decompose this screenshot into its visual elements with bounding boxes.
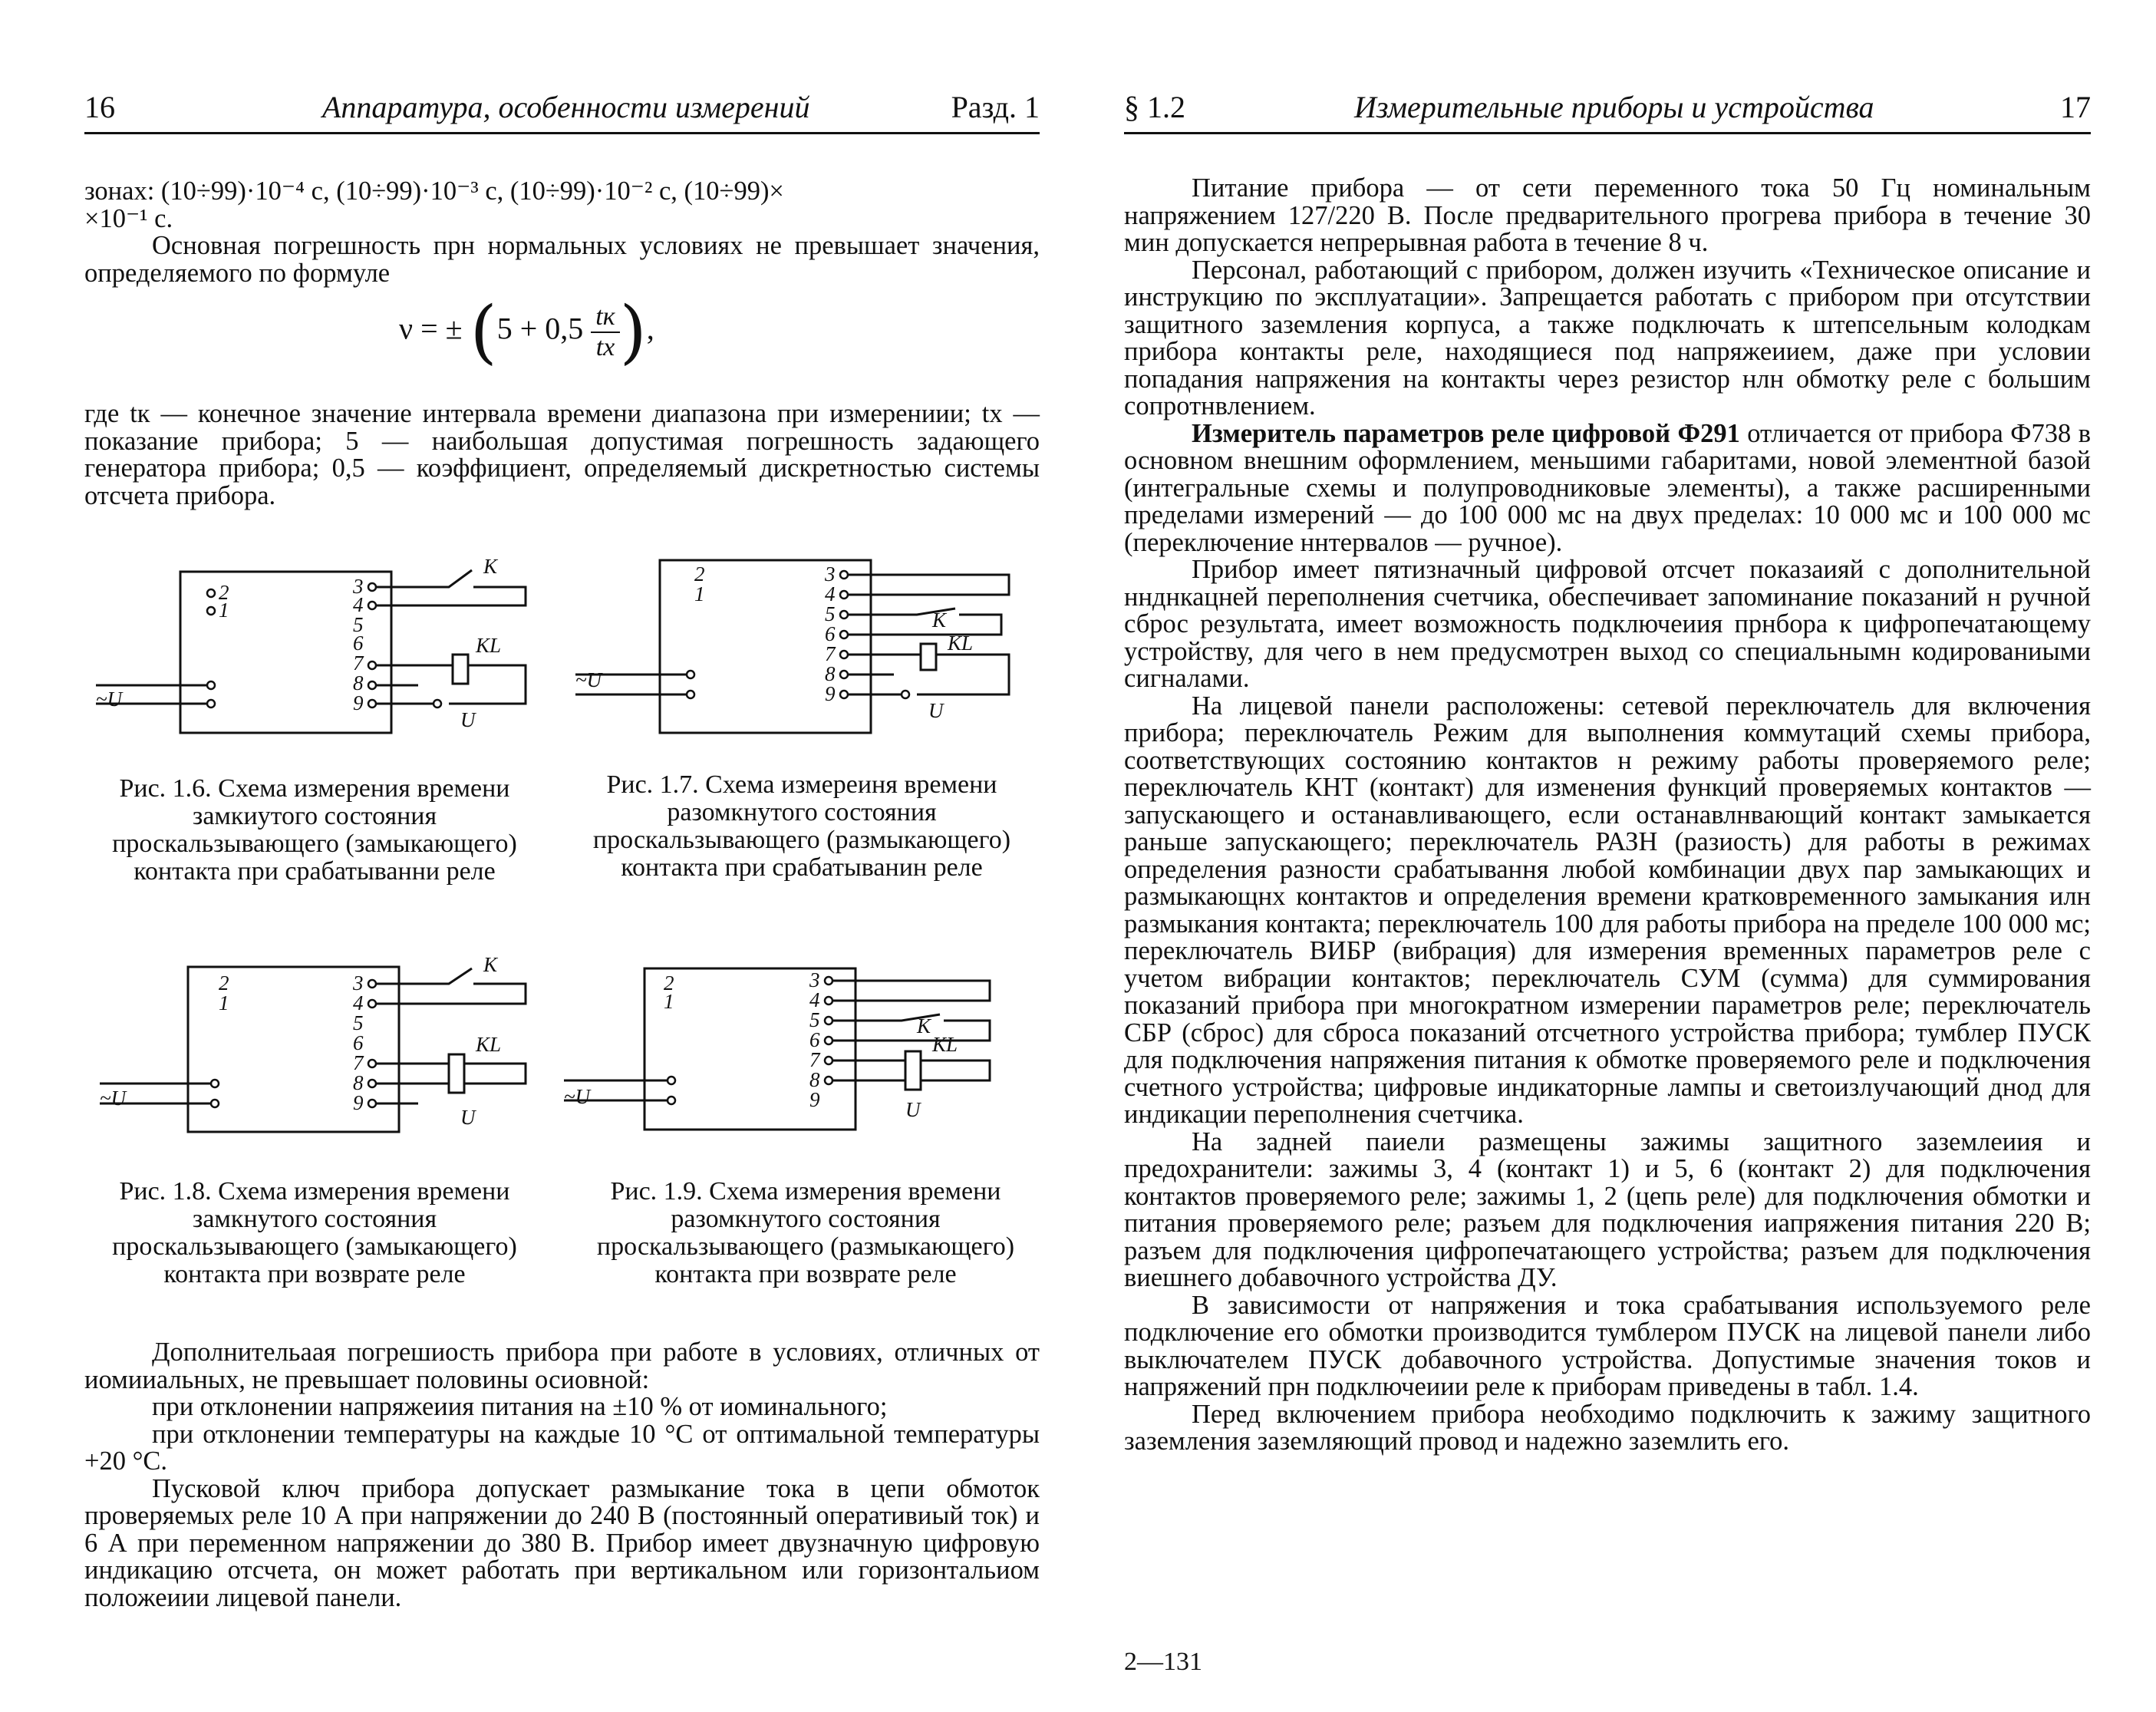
extra-error-paragraph: Дополнительаая погрешиость прибора при работе в условиях, отличных от иомииальных, не превышает половины осиовной:	[84, 1338, 1040, 1394]
fig6-pin-labels	[352, 575, 364, 714]
svg-text:U: U	[460, 1106, 476, 1129]
dependency-paragraph: В зависимости от напряжения и тока срабатывания используемого реле подключение его обмотки производится тумблером ПУСК на лицевой панели либо выключателем ПУСК добавочного устройства. Допустимые значения токов и напряжений прн подключеиии реле к приборам приведены в табл. 1.4.	[1124, 1290, 2091, 1401]
right-section-label: § 1.2	[1124, 90, 1185, 124]
formula-main: 5 + 0,5	[496, 311, 584, 346]
intro-line-2: ×10⁻¹ с.	[84, 203, 173, 233]
power-paragraph: Питание прибора — от сети переменного тока 50 Гц номинальным напряжением 127/220 В. После предварительного прогрева прибора в течение 30 мин допускается непрерывная работа в течение 8 ч.	[1124, 173, 2091, 257]
fig6-contact-k: K	[483, 555, 498, 578]
svg-text:2: 2	[694, 562, 705, 586]
fig6-relay-kl: KL	[476, 634, 502, 657]
svg-text:5: 5	[809, 1008, 820, 1031]
fig6-voltage: U	[460, 708, 476, 731]
svg-text:2: 2	[664, 971, 674, 995]
svg-text:~U: ~U	[100, 1087, 127, 1110]
svg-text:7: 7	[825, 642, 836, 665]
figure-1-6-diagram	[96, 556, 556, 737]
svg-text:7: 7	[353, 651, 364, 675]
svg-text:9: 9	[809, 1088, 820, 1111]
svg-text:8: 8	[353, 671, 364, 694]
svg-text:3: 3	[353, 971, 364, 995]
svg-text:1: 1	[664, 990, 674, 1013]
svg-text:KL: KL	[932, 1033, 958, 1056]
intro-text	[84, 178, 1040, 287]
svg-text:8: 8	[825, 662, 836, 685]
svg-text:4: 4	[825, 582, 836, 605]
svg-text:3: 3	[809, 968, 820, 991]
formula-denominator: tх	[595, 332, 615, 361]
formula-numerator: tк	[591, 302, 619, 333]
formula-fraction	[591, 302, 619, 362]
svg-text:5: 5	[353, 1011, 364, 1034]
figure-1-9-caption: Рис. 1.9. Схема измерения времени разомкнутого состояния проскальзывающего (размыкающего) контакта при возврате реле	[596, 1177, 1015, 1288]
staff-paragraph: Персонал, работающий с прибором, должен изучить «Техническое описание и инструкцию по эксплуатации». Запрещается работать с прибором при отсутствии защитного заземления корпуса, а также подключать к штепсельным колодкам прибора контакты реле, находящиеся под напряжеиием, даже при условии попадания напряжения на контакты через резистор нлн обмотку реле с большим сопротнвлением.	[1124, 255, 2091, 421]
voltage-deviation-item: при отклонении напряжеиия питания на ±10 % от иоминального;	[152, 1392, 888, 1421]
svg-text:6: 6	[809, 1028, 820, 1051]
temperature-deviation-item: при отклонении температуры на каждые 10 °С от оптимальной температуры +20 °С.	[84, 1419, 1040, 1476]
right-running-title: Измерительные приборы и устройства	[1354, 90, 1874, 124]
left-running-header	[84, 86, 1040, 134]
f291-heading: Измеритель параметров реле цифровой Ф291	[1192, 418, 1740, 448]
svg-text:1: 1	[219, 991, 229, 1014]
figure-1-8-caption: Рис. 1.8. Схема измерения времени замкнутого состояния проскальзывающего (замыкающего) контакта при возврате реле	[112, 1177, 517, 1288]
svg-text:KL: KL	[476, 1033, 502, 1056]
f291-paragraph	[1124, 418, 2092, 557]
fig7-relay-kl: KL	[948, 632, 974, 655]
fig8-pin-labels	[352, 971, 364, 1114]
svg-text:4: 4	[353, 593, 364, 616]
fig6-input-2: 2	[219, 581, 229, 604]
digits-paragraph: Прибор имеет пятизначный цифровой отсчет показаияй с дополнительной ннднкацней переполнения счетчика, обеспечивает запоминание показаний н ручной сброс результата, имеет возможность подключеиия прнбора к цифропечатающему устройству, для чего в нем предусмотрен выход со специальнымн кодированиыми сигналами.	[1124, 555, 2091, 693]
signature-mark: 2—131	[1124, 1648, 1202, 1676]
svg-text:~U: ~U	[564, 1085, 591, 1108]
error-paragraph: Основная погрешность прн нормальных условиях не превышает значения, определяемого по формуле	[84, 231, 1040, 288]
svg-text:6: 6	[353, 1031, 364, 1054]
right-running-header	[1124, 86, 2091, 134]
before-switch-on-paragraph: Перед включением прибора необходимо подключить к зажиму защитного заземления заземляющий провод и надежно заземлить его.	[1124, 1399, 2091, 1456]
right-text-column	[1124, 175, 2091, 1456]
front-panel-paragraph: На лицевой панели расположены: сетевой переключатель для включения прибора; переключатель Режим для выполнения коммутаций схемы прибора, соответствующих состоянию контактов н режиму работы проверяемого реле; переключатель КНТ (контакт) для изменения функций проверяемых контактов — запускающего и останавливающего, если останавлнвающий контакт замыкается раньше запускающего; переключатель РАЗН (разиость) для работы в режимах определения разности срабатывання любой комбинации двух пар замыкающих и размыкающнх контактов и определения времени кратковременного замыкания илн размыкания контакта; переключатель 100 для работы прибора на пределе 100 000 мс; переключатель ВИБР (вибрация) для измерения временных параметров реле с учетом вибрации контактов; переключатель СУМ (сумма) для суммирования показаний прибора при многократном измерении параметров реле; переключатель СБР (сброс) для сброса показаний отсчетного устройства прибора; тумблер ПУСК для подключения напряжения питания к обмотке проверяемого реле и подключения счетного устройства; цифровые индикаторные лампы и светоизлучающий днод для индикации переполнения счетчика.	[1124, 691, 2091, 1129]
svg-text:1: 1	[694, 582, 705, 605]
svg-text:4: 4	[809, 988, 820, 1011]
svg-text:7: 7	[809, 1048, 820, 1071]
formula-lhs: ν = ±	[399, 311, 463, 346]
right-page	[1078, 0, 2156, 1712]
svg-text:6: 6	[353, 632, 364, 655]
svg-text:3: 3	[353, 575, 364, 598]
svg-text:5: 5	[825, 602, 836, 625]
figure-1-9-diagram	[564, 959, 1032, 1140]
fig6-supply: ~U	[96, 688, 123, 711]
svg-text:6: 6	[825, 622, 836, 645]
svg-text:5: 5	[353, 613, 364, 636]
svg-text:U: U	[928, 699, 944, 722]
figure-1-7-caption: Рис. 1.7. Схема измереиня времени разомкнутого состояния проскальзывающего (размыкающего) контакта при срабатыванин реле	[592, 770, 1011, 882]
left-section-label: Разд. 1	[951, 90, 1040, 124]
svg-text:9: 9	[353, 1091, 364, 1114]
svg-text:K: K	[917, 1014, 931, 1037]
where-paragraph: где tк — конечное значение интервала времени диапазона при измерениии; tх — показание прибора; 5 — наибольшая допустимая погрешность задающего генератора прибора; 0,5 — коэффициент, определяемый дискретностью системы отсчета прибора.	[84, 399, 1040, 510]
svg-text:K: K	[483, 953, 498, 976]
fig7-pin-labels	[824, 562, 836, 705]
svg-text:8: 8	[809, 1068, 820, 1091]
right-page-number: 17	[2060, 90, 2091, 124]
svg-text:7: 7	[353, 1051, 364, 1074]
svg-text:9: 9	[825, 682, 836, 705]
svg-text:4: 4	[353, 991, 364, 1014]
svg-text:9: 9	[353, 691, 364, 714]
error-formula: ν = ± (5 + 0,5 $\frac{tк}{tх}$ ),	[399, 292, 654, 372]
left-running-title: Аппаратура, особенности измерений	[322, 90, 810, 124]
figure-1-7-diagram	[572, 556, 1032, 737]
fig6-input-1: 1	[219, 599, 229, 622]
left-bottom-text	[84, 1339, 1040, 1611]
f291-text: отличается от прибора Ф738 в основном внешним оформлением, меньшими габаритами, новой элементной базой (интегральные схемы и полупроводниковые элементы), а также расширенными пределами измерений — до 100 000 мс на двух пределах: 10 000 мс и 100 000 мс (переключение ннтервалов — ручное).	[1124, 418, 2092, 557]
start-key-paragraph: Пусковой ключ прибора допускает размыкание тока в цепи обмоток проверяемых реле 10 А при напряжении до 240 В (постоянный оперативиый ток) и 6 А при переменном напряжении до 380 В. Прибор имеет двузначную цифровую индикацию отсчета, он может работать при вертикальном или горизонтальиом положеиии лицевой панели.	[84, 1473, 1040, 1612]
svg-text:U: U	[905, 1098, 921, 1121]
svg-text:3: 3	[825, 562, 836, 586]
where-paragraph-block	[84, 401, 1040, 510]
formula-tail: ,	[646, 311, 654, 346]
svg-text:~U: ~U	[575, 668, 602, 691]
back-panel-paragraph: На задней паиели размещены зажимы защитного заземлеиия и предохранители: зажимы 3, 4 (контакт 1) и 5, 6 (контакт 2) для подключения контактов проверяемого реле; зажимы 1, 2 (цепь реле) для подключения обмотки и питания проверяемого реле; разъем для подключения иапряжения питания 220 В; разъем для подключения цифропечатающего устройства; разъем для подключения виешнего добавочного устройства ДУ.	[1124, 1126, 2091, 1292]
svg-text:2: 2	[219, 971, 229, 995]
fig7-contact-k: K	[932, 609, 947, 632]
intro-line-1: зонах: (10÷99)·10⁻⁴ с, (10÷99)·10⁻³ с, (10÷99)·10⁻² с, (10÷99)×	[84, 176, 784, 206]
left-page-number: 16	[84, 90, 115, 124]
fig9-pin-labels	[809, 968, 821, 1111]
figure-1-6-caption: Рис. 1.6. Схема измерения времени замкиутого состояния проскальзывающего (замыкающего) контакта при срабатыванни реле	[112, 774, 517, 886]
svg-text:8: 8	[353, 1071, 364, 1094]
figure-1-8-diagram	[96, 953, 556, 1140]
